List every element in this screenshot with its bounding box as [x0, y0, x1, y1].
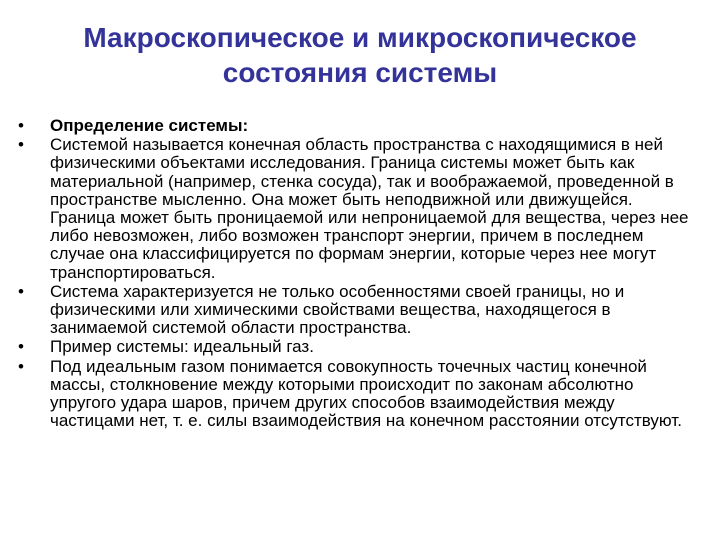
- slide-title-line-2: состояния системы: [222, 57, 498, 88]
- bullet-text: Определение системы:: [50, 116, 249, 135]
- bullet-text: Под идеальным газом понимается совокупность точечных частиц конечной массы, столкновение между которыми происходит по законам абсолютно упругого удара шаров, причем других способов взаимодействия между частицами нет, т. е. силы взаимодействия на конечном расстоянии отсутствуют.: [50, 356, 682, 431]
- bullet-text: Система характеризуется не только особенностями своей границы, но и физическими или химическими свойствами вещества, находящегося в занимаемой системой области пространства.: [50, 281, 625, 338]
- bullet-list: [18, 117, 698, 431]
- bullet-icon: •: [18, 135, 24, 155]
- bullet-item-system-properties: [18, 283, 698, 338]
- bullet-icon: •: [18, 356, 24, 376]
- bullet-item-example: [18, 338, 698, 356]
- bullet-text: Пример системы: идеальный газ.: [50, 337, 314, 357]
- bullet-item-ideal-gas: [18, 358, 698, 431]
- bullet-item-definition-heading: [18, 117, 698, 135]
- bullet-icon: •: [18, 281, 24, 301]
- bullet-icon: •: [18, 116, 24, 135]
- bullet-item-system-definition: [18, 136, 698, 282]
- slide-title-line-1: Макроскопическое и микроскопическое: [83, 22, 637, 53]
- bullet-icon: •: [18, 337, 24, 357]
- slide-title: [30, 20, 690, 90]
- bullet-text: Системой называется конечная область пространства с находящимися в ней физическими объектами исследования. Граница системы может быть как материальной (например, стенка сосуда), так и воображаемой, проведенной в пространстве мысленно. Она может быть неподвижной или движущейся. Граница может быть проницаемой или непроницаемой для вещества, через нее либо невозможен, либо возможен транспорт энергии, причем в последнем случае она классифицируется по формам энергии, которые через нее могут транспортироваться.: [50, 135, 689, 282]
